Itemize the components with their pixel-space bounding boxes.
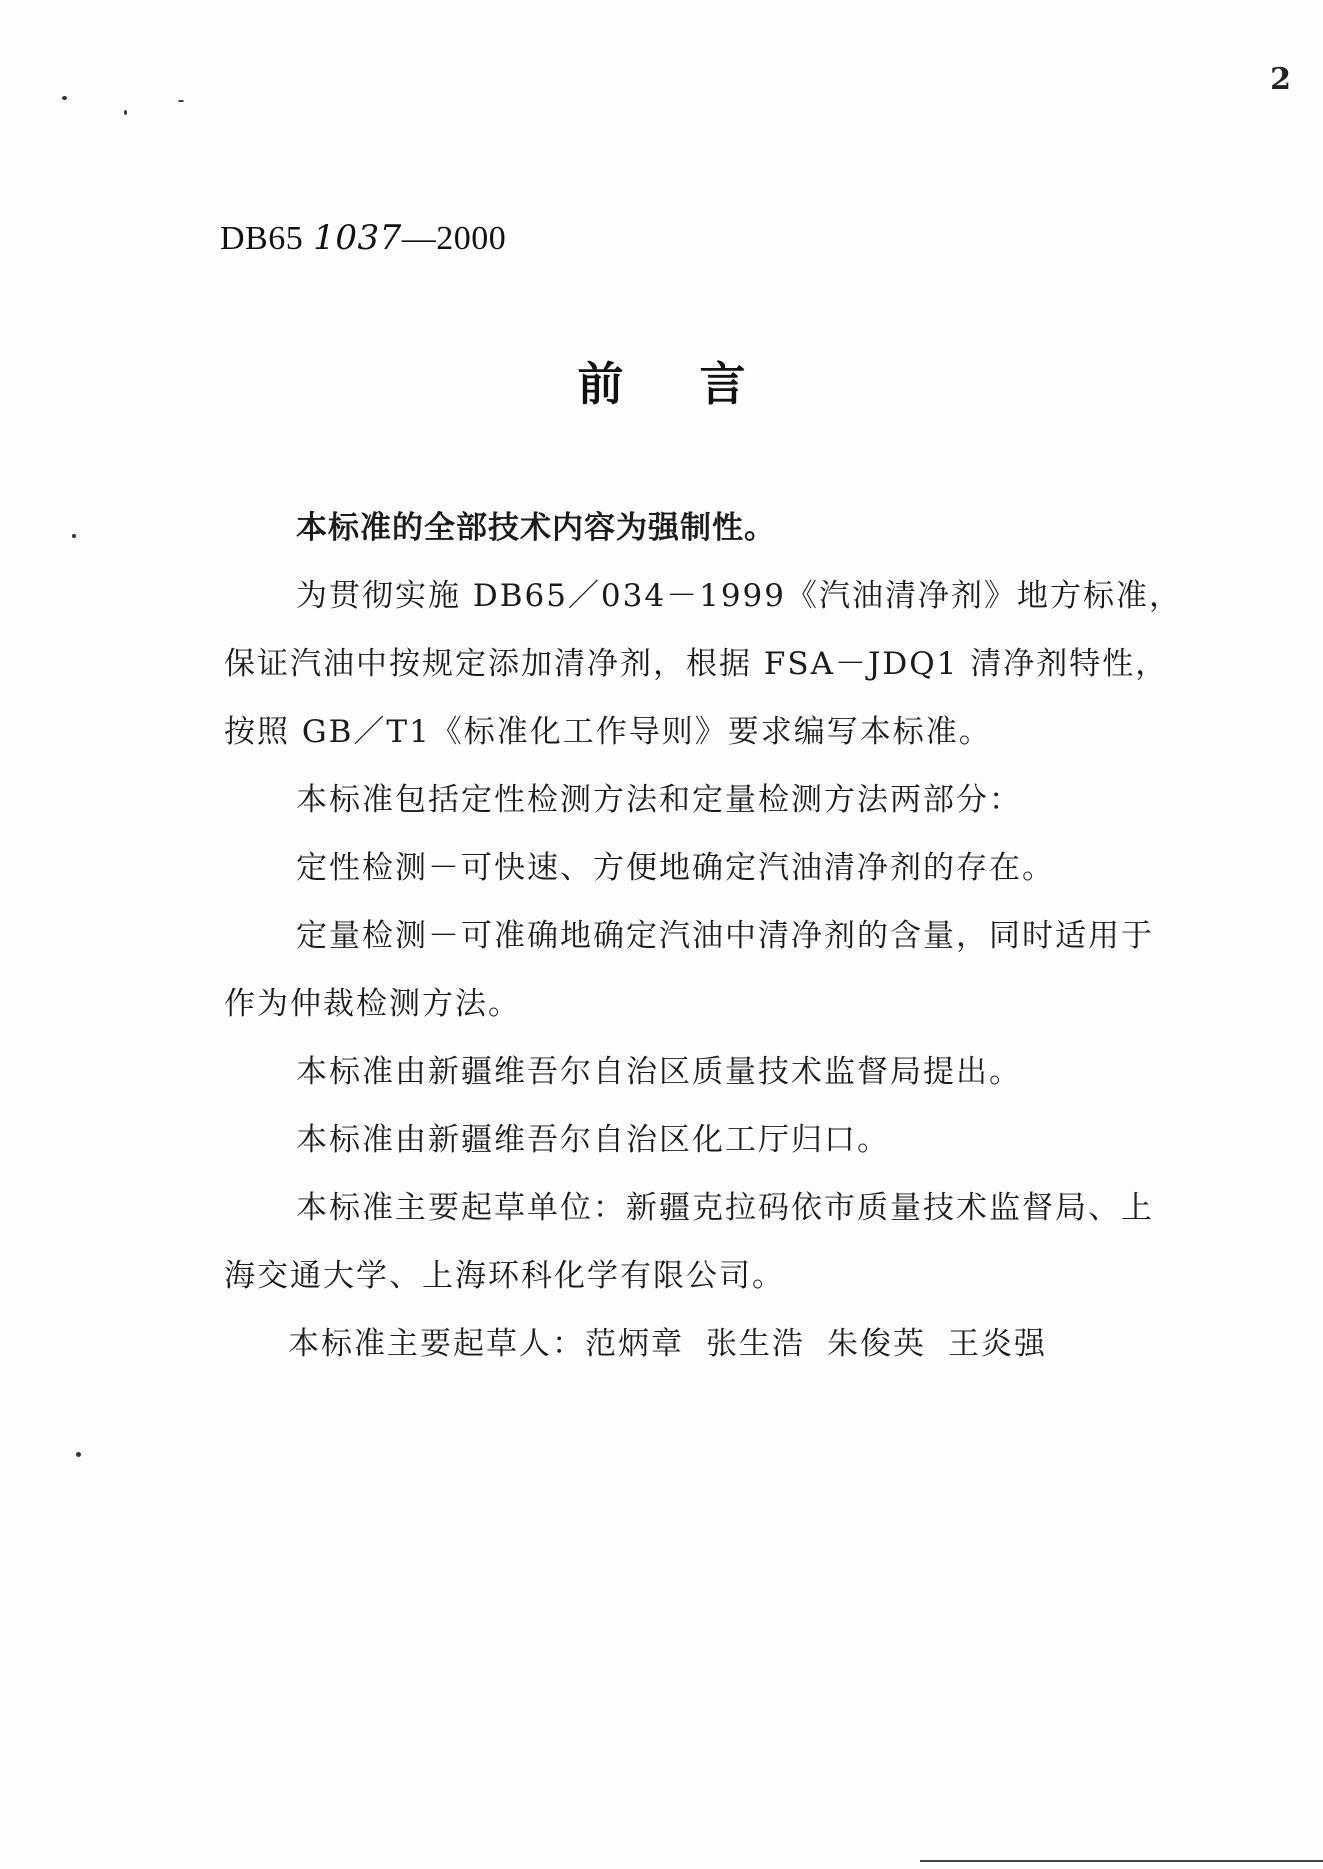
document-number-handwritten: 1037 [313, 218, 402, 258]
paragraph-qualitative: 定性检测－可快速、方便地确定汽油清净剂的存在。 [296, 850, 1055, 886]
paragraph-centralizer: 本标准由新疆维吾尔自治区化工厅归口。 [296, 1122, 890, 1158]
scan-speck [76, 1452, 81, 1457]
paragraph-scope: 本标准包括定性检测方法和定量检测方法两部分： [296, 782, 1022, 818]
paragraph-drafting-units: 本标准主要起草单位：新疆克拉码依市质量技术监督局、上海交通大学、上海环科化学有限公司。 [224, 1190, 1154, 1294]
page-mark: 2 [1270, 62, 1291, 97]
scan-speck [62, 96, 67, 100]
paragraph-purpose: 为贯彻实施 DB65／034－1999《汽油清净剂》地方标准，保证汽油中按规定添加清净剂，根据 FSA－JDQ1 清净剂特性，按照 GB／T1《标准化工作导则》要求编写本标准。 [224, 578, 1182, 750]
drafter-name: 王炎强 [948, 1326, 1047, 1362]
bottom-rule [920, 1860, 1323, 1862]
scan-speck [124, 110, 127, 115]
scan-speck [72, 534, 76, 538]
document-number-prefix: DB65 [220, 220, 304, 257]
document-number-suffix: —2000 [401, 220, 507, 257]
document-number [220, 218, 506, 258]
drafter-name: 张生浩 [706, 1326, 805, 1362]
drafter-name: 范炳章 [585, 1326, 684, 1362]
paragraph-quantitative: 定量检测－可准确地确定汽油中清净剂的含量，同时适用于作为仲裁检测方法。 [224, 918, 1154, 1022]
scan-speck [178, 100, 184, 102]
paragraph-mandatory: 本标准的全部技术内容为强制性。 [296, 510, 776, 546]
paragraph-drafters [224, 1310, 1184, 1378]
foreword-body [224, 494, 1184, 1378]
drafter-name: 朱俊英 [827, 1326, 926, 1362]
paragraph-proposer: 本标准由新疆维吾尔自治区质量技术监督局提出。 [296, 1054, 1022, 1090]
drafters-label: 本标准主要起草人： [288, 1326, 585, 1362]
page-title: 前言 [577, 357, 822, 411]
